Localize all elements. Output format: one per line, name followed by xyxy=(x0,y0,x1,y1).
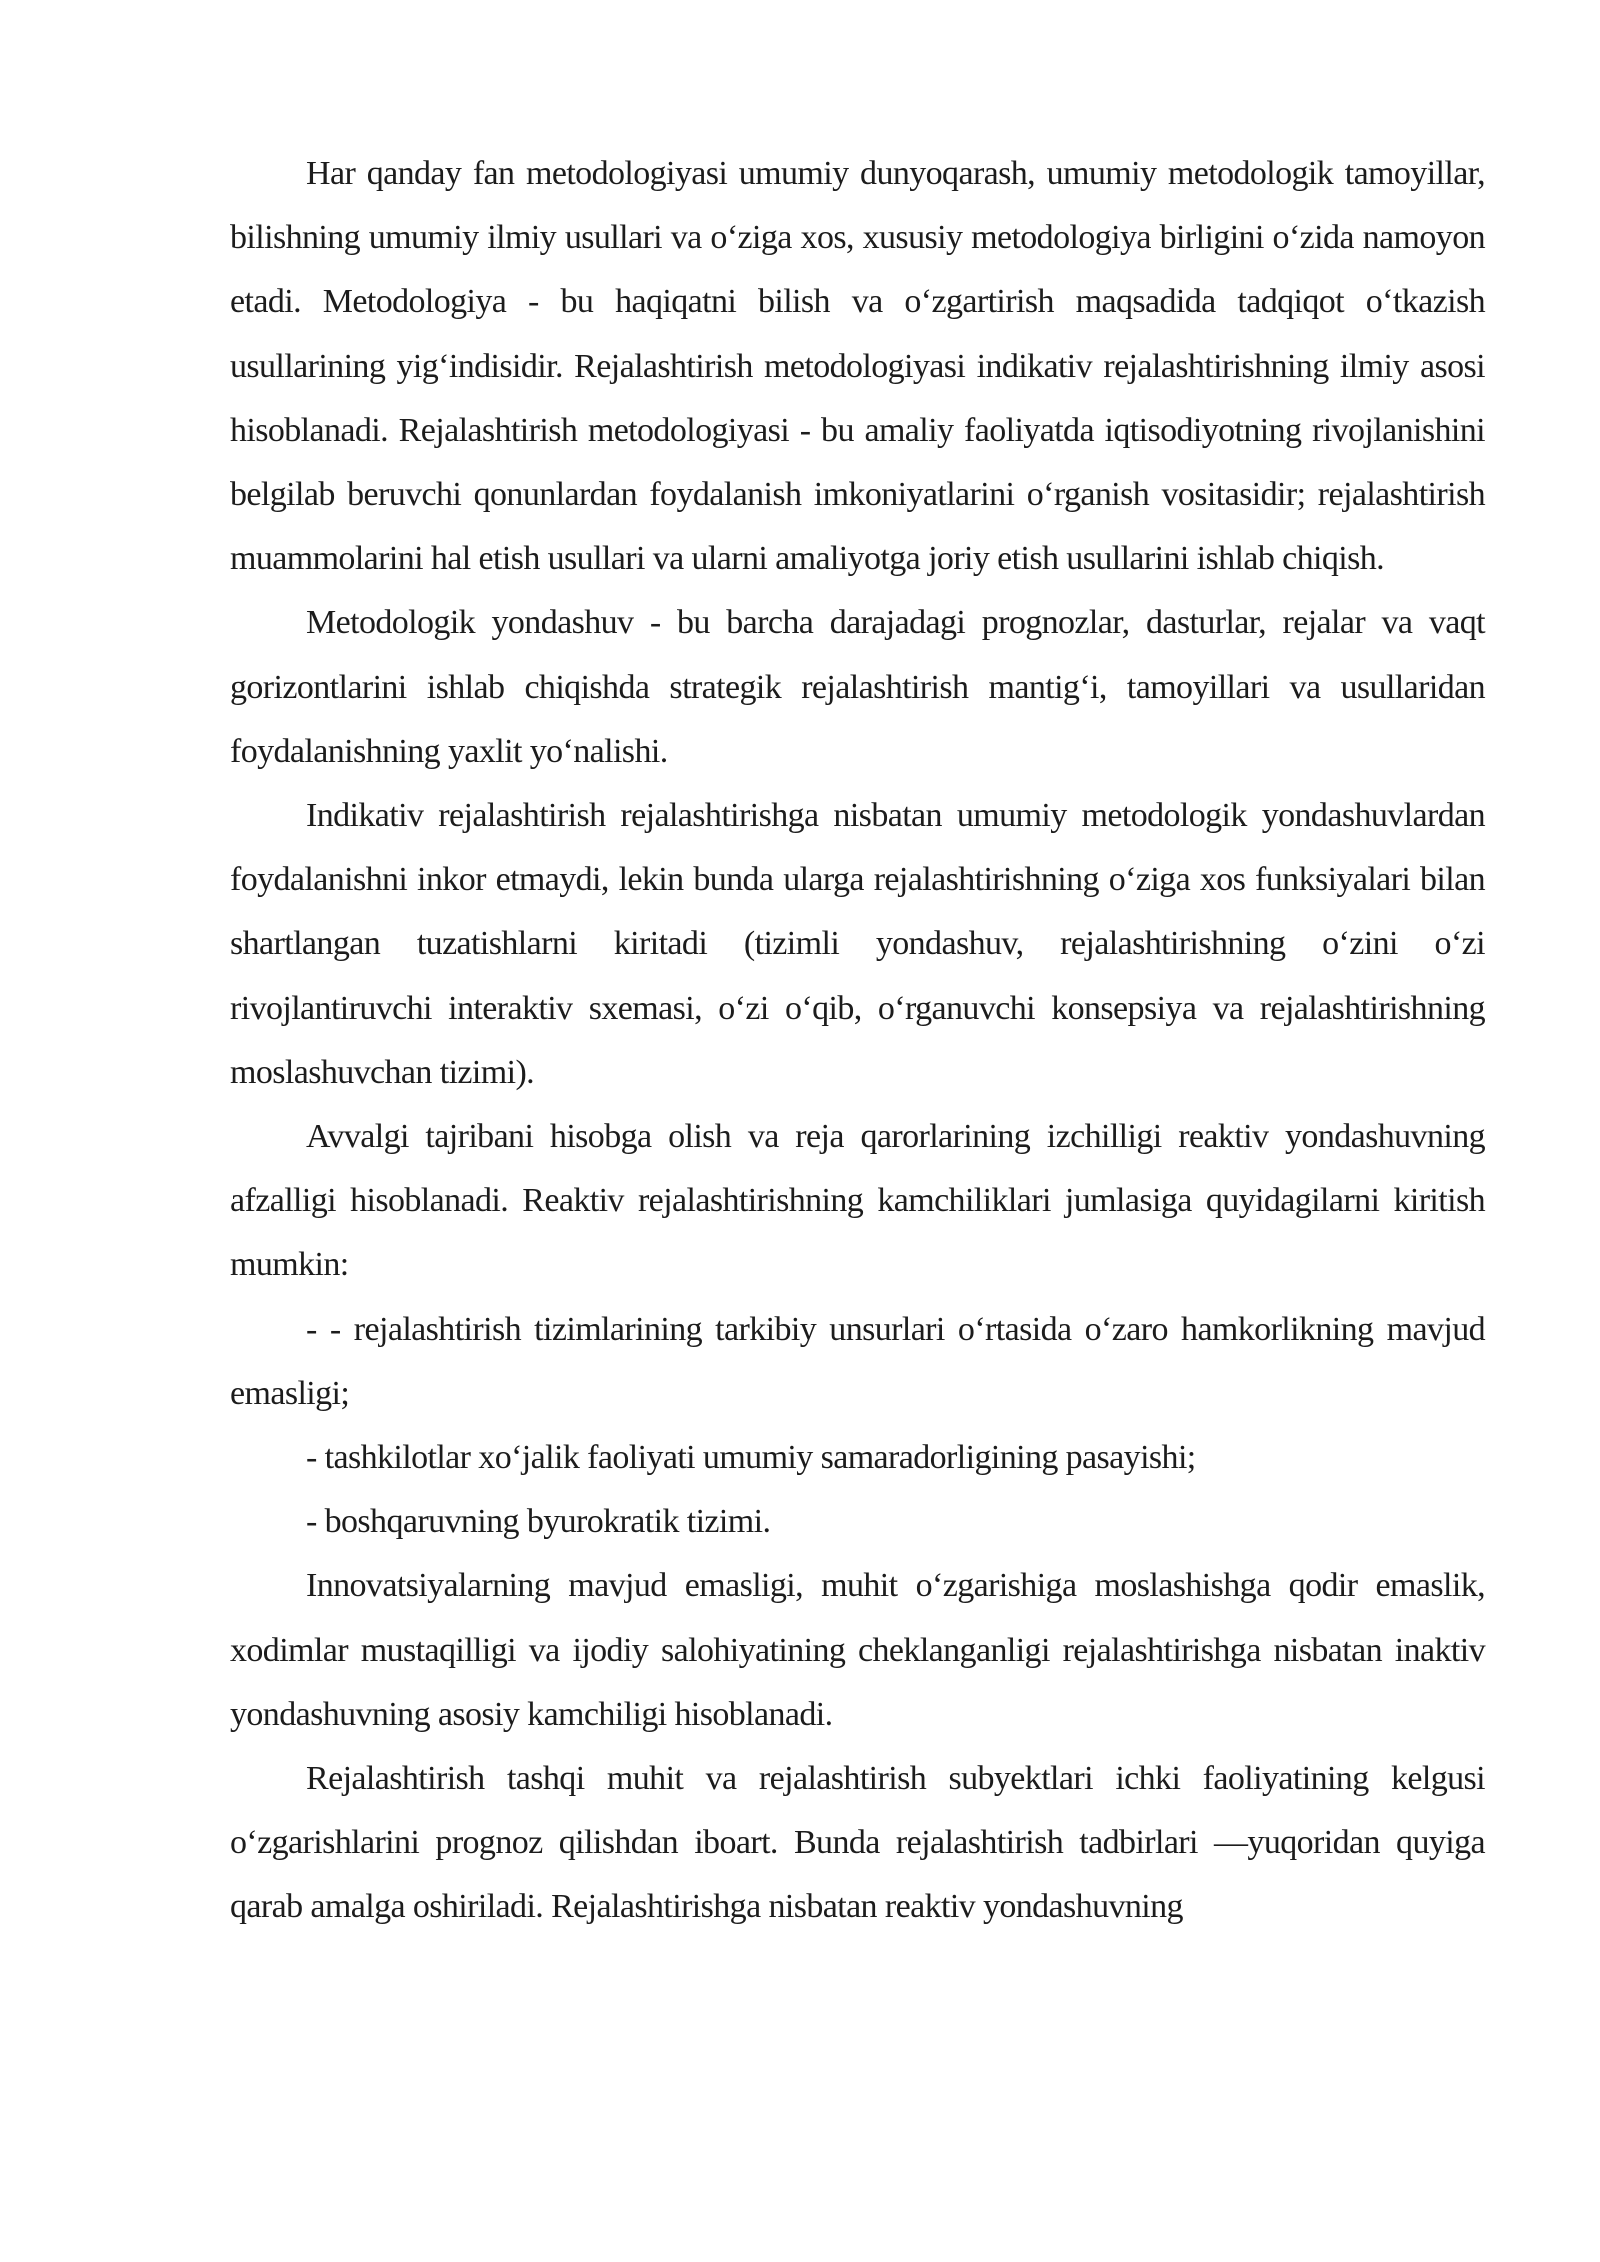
paragraph-indicative-planning: Indikativ rejalashtirish rejalashtirishga nisbatan umumiy metodologik yondashuvlardan foydalanishni inkor etmaydi, lekin bunda ularga rejalashtirishning oʻziga xos funksiyalari bilan shartlangan tuzatishlarni kiritadi (tizimli yondashuv, rejalashtirishning oʻzini oʻzi rivojlantiruvchi interaktiv sxemasi, oʻzi oʻqib, oʻrganuvchi konsepsiya va rejalashtirishning moslashuvchan tizimi). xyxy=(230,797,1485,1091)
paragraph-inactive-approach: Innovatsiyalarning mavjud emasligi, muhit oʻzgarishiga moslashishga qodir emaslik, xodimlar mustaqilligi va ijodiy salohiyatining cheklanganligi rejalashtirishga nisbatan inaktiv yondashuvning asosiy kamchiligi hisoblanadi. xyxy=(230,1567,1485,1733)
list-item-bureaucracy: - boshqaruvning byurokratik tizimi. xyxy=(306,1503,771,1541)
paragraph-methodological-approach: Metodologik yondashuv - bu barcha darajadagi prognozlar, dasturlar, rejalar va vaqt gorizontlarini ishlab chiqishda strategik rejalashtirish mantigʻi, tamoyillari va usullaridan foydalanishning yaxlit yoʻnalishi. xyxy=(230,604,1485,770)
list-item-cooperation: - - rejalashtirish tizimlarining tarkibiy unsurlari oʻrtasida oʻzaro hamkorlikning mavjud emasligi; xyxy=(230,1310,1485,1412)
document-body xyxy=(230,142,1485,1940)
paragraph-reactive-approach: Avvalgi tajribani hisobga olish va reja qarorlarining izchilligi reaktiv yondashuvning afzalligi hisoblanadi. Reaktiv rejalashtirishning kamchiliklari jumlasiga quyidagilarni kiritish mumkin: xyxy=(230,1118,1485,1284)
paragraph-methodology: Har qanday fan metodologiyasi umumiy dunyoqarash, umumiy metodologik tamoyillar, bilishning umumiy ilmiy usullari va oʻziga xos, xususiy metodologiya birligini oʻzida namoyon etadi. Metodologiya - bu haqiqatni bilish va oʻzgartirish maqsadida tadqiqot oʻtkazish usullarining yigʻindisidir. Rejalashtirish metodologiyasi indikativ rejalashtirishning ilmiy asosi hisoblanadi. Rejalashtirish metodologiyasi - bu amaliy faoliyatda iqtisodiyotning rivojlanishini belgilab beruvchi qonunlardan foydalanish imkoniyatlarini oʻrganish vositasidir; rejalashtirish muammolarini hal etish usullari va ularni amaliyotga joriy etish usullarini ishlab chiqish. xyxy=(230,155,1485,578)
list-item-efficiency: - tashkilotlar xoʻjalik faoliyati umumiy samaradorligining pasayishi; xyxy=(306,1439,1196,1477)
paragraph-forecasting: Rejalashtirish tashqi muhit va rejalashtirish subyektlari ichki faoliyatining kelgusi oʻzgarishlarini prognoz qilishdan iboart. Bunda rejalashtirish tadbirlari ―yuqoridan quyiga qarab amalga oshiriladi. Rejalashtirishga nisbatan reaktiv yondashuvning xyxy=(230,1760,1485,1926)
